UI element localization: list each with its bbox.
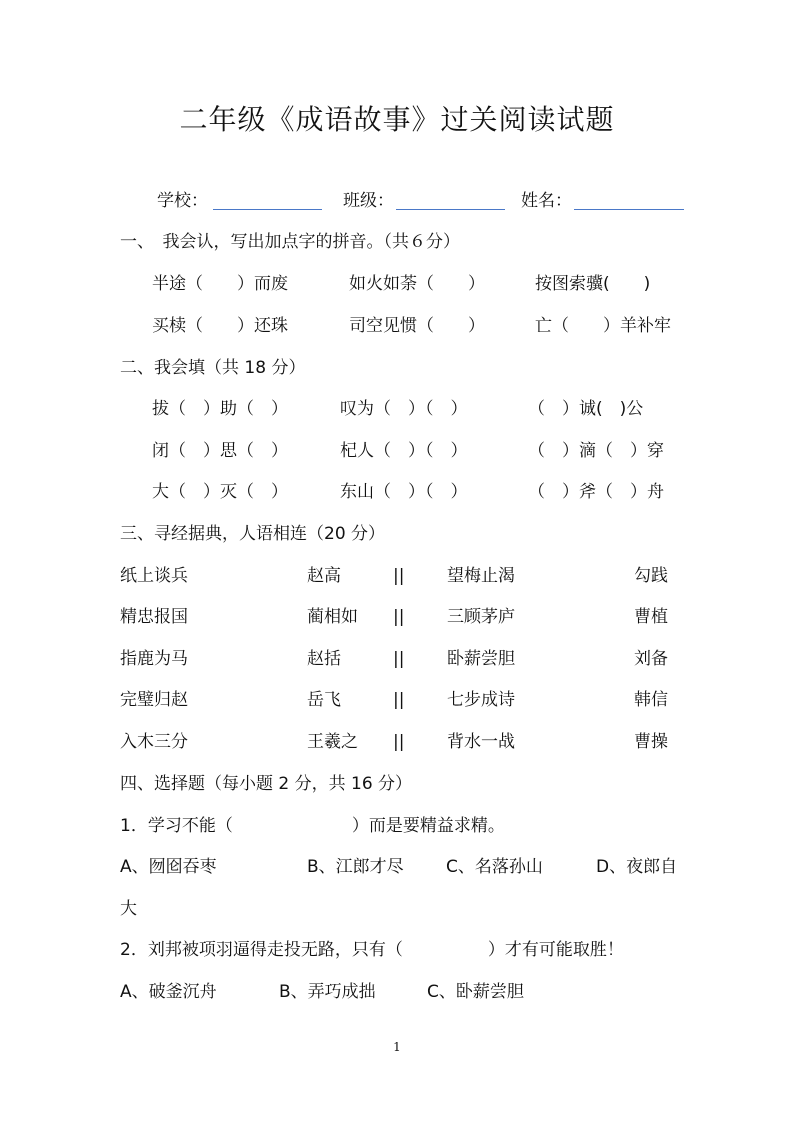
fill-item: （ ）滴（ ）穿	[528, 441, 664, 461]
choice-option[interactable]: C、名落孙山	[446, 857, 543, 877]
match-person: 韩信	[634, 690, 668, 710]
match-person: 勾践	[634, 566, 668, 586]
choice-option[interactable]: C、卧薪尝胆	[427, 982, 524, 1002]
match-divider: ||	[393, 566, 405, 586]
school-label: 学校：	[157, 191, 208, 211]
page-number: 1	[393, 1040, 401, 1054]
match-idiom: 三顾茅庐	[447, 607, 515, 627]
match-person: 曹操	[634, 732, 668, 752]
match-person: 赵高	[307, 566, 341, 586]
page-title: 二年级《成语故事》过关阅读试题	[179, 103, 615, 136]
match-divider: ||	[393, 732, 405, 752]
choice-option[interactable]: A、破釜沉舟	[120, 982, 217, 1002]
fill-item: （ ）诚( )公	[528, 399, 644, 419]
match-idiom: 纸上谈兵	[120, 566, 188, 586]
idiom-item: 半途（ ）而废	[152, 274, 288, 294]
fill-item: 东山（ ）（ ）	[340, 482, 468, 502]
match-person: 曹植	[634, 607, 668, 627]
match-person: 赵括	[307, 649, 341, 669]
match-person: 蔺相如	[307, 607, 358, 627]
match-idiom: 完璧归赵	[120, 690, 188, 710]
fill-item: 叹为（ ）（ ）	[340, 399, 468, 419]
match-divider: ||	[393, 690, 405, 710]
choice-option[interactable]: D、夜郎自	[596, 857, 678, 877]
fill-item: 拔（ ）助（ ）	[152, 399, 288, 419]
fill-item: 杞人（ ）（ ）	[340, 441, 468, 461]
fill-item: （ ）斧（ ）舟	[528, 482, 664, 502]
choice-option[interactable]: B、弄巧成拙	[279, 982, 376, 1002]
match-idiom: 背水一战	[447, 732, 515, 752]
name-label: 姓名：	[521, 191, 572, 211]
idiom-item: 如火如荼（ ）	[349, 274, 485, 294]
match-idiom: 指鹿为马	[120, 649, 188, 669]
school-field[interactable]	[213, 191, 322, 210]
idiom-item: 司空见惯（ ）	[349, 316, 485, 336]
section-heading: 二、我会填（共 18 分）	[120, 358, 306, 378]
section-heading: 四、选择题（每小题 2 分，共 16 分）	[120, 774, 413, 794]
section-heading: 一、 我会认，写出加点字的拼音。（共６分）	[120, 232, 460, 252]
match-idiom: 精忠报国	[120, 607, 188, 627]
match-divider: ||	[393, 649, 405, 669]
match-divider: ||	[393, 607, 405, 627]
class-field[interactable]	[396, 191, 505, 210]
class-label: 班级：	[343, 191, 394, 211]
idiom-item: 亡（ ）羊补牢	[535, 316, 671, 336]
fill-item: 闭（ ）思（ ）	[152, 441, 288, 461]
question-stem: 1．学习不能（ ）而是要精益求精。	[120, 816, 505, 836]
match-idiom: 入木三分	[120, 732, 188, 752]
match-idiom: 七步成诗	[447, 690, 515, 710]
section-heading: 三、寻经据典，人语相连（20 分）	[120, 524, 386, 544]
match-idiom: 望梅止渴	[447, 566, 515, 586]
name-field[interactable]	[574, 191, 684, 210]
choice-option-wrap: 大	[120, 899, 137, 919]
match-person: 王羲之	[307, 732, 358, 752]
idiom-item: 按图索骥( )	[535, 274, 651, 294]
question-stem: 2．刘邦被项羽逼得走投无路，只有（ ）才有可能取胜！	[120, 940, 624, 960]
fill-item: 大（ ）灭（ ）	[152, 482, 288, 502]
match-idiom: 卧薪尝胆	[447, 649, 515, 669]
choice-option[interactable]: A、囫囵吞枣	[120, 857, 217, 877]
match-person: 岳飞	[307, 690, 341, 710]
choice-option[interactable]: B、江郎才尽	[307, 857, 404, 877]
match-person: 刘备	[634, 649, 668, 669]
idiom-item: 买椟（ ）还珠	[152, 316, 288, 336]
